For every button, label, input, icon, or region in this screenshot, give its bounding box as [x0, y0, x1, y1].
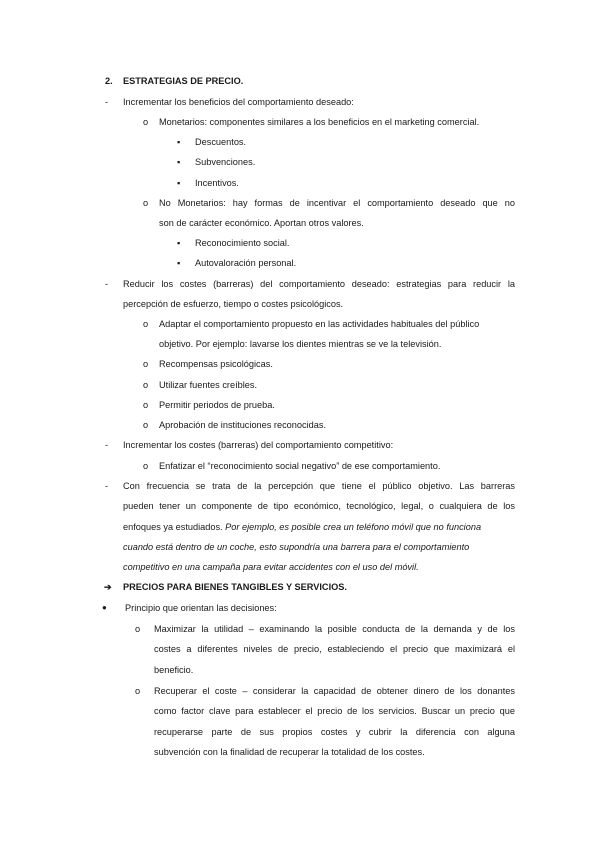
arrow-icon: ➔ [104, 582, 112, 592]
square-marker: ▪ [177, 238, 181, 248]
list-item: Utilizar fuentes creíbles. [159, 380, 258, 390]
item4-line5: competitivo en una campaña para evitar accidentes con el uso del móvil. [123, 562, 419, 572]
item2-sub1-line1: Adaptar el comportamiento propuesto en las actividades habituales del público [159, 319, 480, 329]
item4-line3-plain: enfoques ya estudiados. [123, 522, 226, 532]
circle-marker: o [143, 400, 149, 410]
circle-marker: o [143, 380, 149, 390]
rec-line3: recuperarse parte de sus propios costes y cubrir la diferencia con alguna [154, 727, 515, 737]
square-marker: ▪ [177, 258, 181, 268]
rec-line4: subvención con la finalidad de recuperar la totalidad de los costes. [154, 747, 425, 757]
dash-marker: - [105, 97, 109, 107]
item4-line4: cuando está dentro de un coche, esto supondría una barrera para el comportamiento [123, 542, 470, 552]
item2-sub1-line2: objetivo. Por ejemplo: lavarse los dientes mientras se ve la televisión. [159, 339, 442, 349]
list-item: Recompensas psicológicas. [159, 359, 273, 369]
list-item: Subvenciones. [195, 157, 256, 167]
principle-text: Principio que orientan las decisiones: [125, 603, 277, 613]
item4-line2: pueden tener un componente de tipo económico, tecnológico, legal, o cualquiera de los [123, 501, 515, 511]
item1-sub-b-line2: son de carácter económico. Aportan otros valores. [159, 218, 364, 228]
bullet-icon: ● [102, 603, 107, 612]
list-item: Aprobación de instituciones reconocidas. [159, 420, 327, 430]
rec-line1: Recuperar el coste – considerar la capacidad de obtener dinero de los donantes [154, 686, 515, 696]
dash-marker: - [105, 481, 109, 491]
dash-marker: - [105, 279, 109, 289]
rec-line2: como factor clave para establecer el precio de los servicios. Buscar un precio que [154, 706, 515, 716]
item1-text: Incrementar los beneficios del comportamiento deseado: [123, 97, 354, 107]
list-item: Descuentos. [195, 137, 247, 147]
dash-marker: - [105, 440, 109, 450]
list-item: Permitir periodos de prueba. [159, 400, 275, 410]
item4-line1: Con frecuencia se trata de la percepción que tiene el público objetivo. Las barreras [123, 481, 515, 491]
max-line1: Maximizar la utilidad – examinando la posible conducta de la demanda y de los [154, 624, 515, 634]
heading-precios: PRECIOS PARA BIENES TANGIBLES Y SERVICIOS. [123, 582, 347, 592]
item3-sub: Enfatizar el “reconocimiento social negativo” de ese comportamiento. [159, 461, 441, 471]
list-item: Incentivos. [195, 178, 239, 188]
circle-marker: o [135, 624, 141, 634]
item4-line3 [123, 521, 481, 533]
square-marker: ▪ [177, 178, 181, 188]
square-marker: ▪ [177, 137, 181, 147]
circle-marker: o [143, 198, 149, 208]
item3-text: Incrementar los costes (barreras) del comportamiento competitivo: [123, 440, 394, 450]
list-item: Autovaloración personal. [195, 258, 297, 268]
item2-line1: Reducir los costes (barreras) del comportamiento deseado: estrategias para reducir la [123, 279, 515, 289]
circle-marker: o [143, 117, 149, 127]
max-line2: costes a diferentes niveles de precio, estableciendo el precio que maximizará el [154, 644, 515, 654]
circle-marker: o [143, 461, 149, 471]
circle-marker: o [143, 420, 149, 430]
item1-sub-b-line1: No Monetarios: hay formas de incentivar el comportamiento deseado que no [159, 198, 515, 208]
list-item: Reconocimiento social. [195, 238, 290, 248]
section-title: ESTRATEGIAS DE PRECIO. [123, 76, 244, 86]
item2-line2: percepción de esfuerzo, tiempo o costes psicológicos. [123, 299, 344, 309]
item1-sub-a: Monetarios: componentes similares a los beneficios en el marketing comercial. [159, 117, 480, 127]
circle-marker: o [143, 359, 149, 369]
section-number: 2. [105, 76, 113, 86]
max-line3: beneficio. [154, 665, 194, 675]
item4-line3-italic: Por ejemplo, es posible crea un teléfono móvil que no funciona [225, 522, 482, 532]
circle-marker: o [143, 319, 149, 329]
square-marker: ▪ [177, 157, 181, 167]
circle-marker: o [135, 686, 141, 696]
